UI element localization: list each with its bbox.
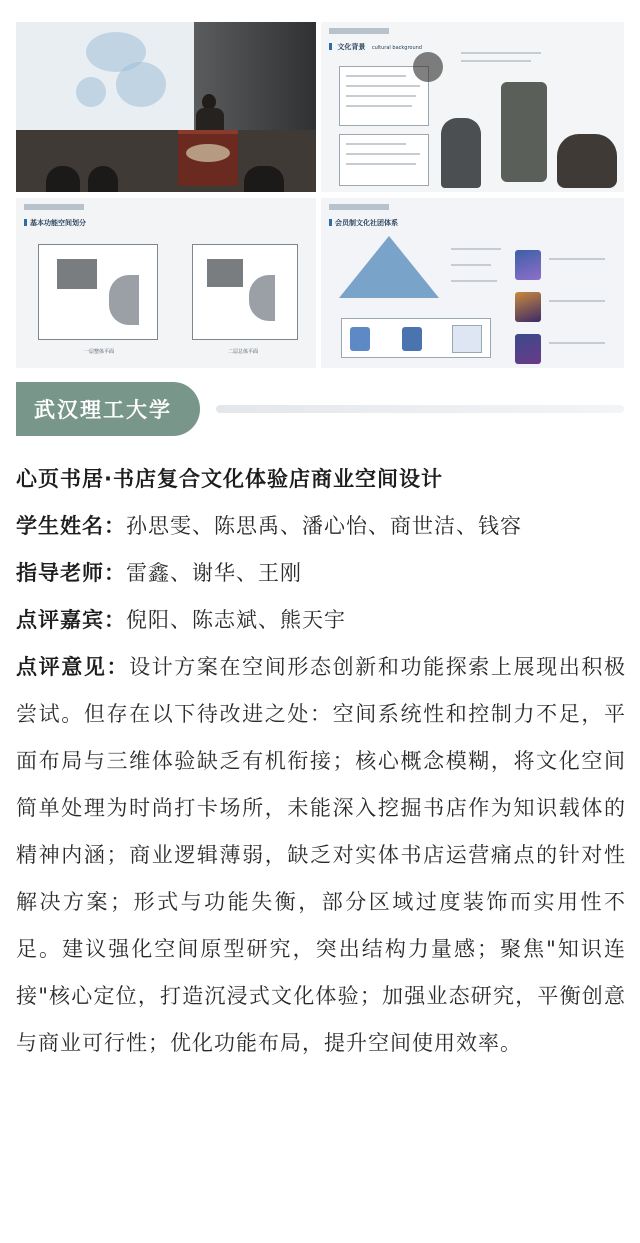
audience-member (88, 166, 118, 192)
judges-row (16, 597, 626, 644)
audience-member (46, 166, 80, 192)
text-block (339, 134, 429, 186)
app-screens (341, 318, 491, 358)
podium-emblem (186, 144, 230, 162)
slide-title: 基本功能空间划分 (24, 218, 86, 228)
advisors-value: 雷鑫、谢华、王刚 (126, 561, 302, 585)
divider (216, 405, 624, 413)
advisors-row (16, 550, 626, 597)
lecture-photo[interactable] (16, 22, 316, 192)
floor-plan-1 (38, 244, 158, 340)
judges-value: 倪阳、陈志斌、熊天宇 (126, 608, 346, 632)
comment-label: 点评意见： (16, 655, 130, 679)
university-name: 武汉理工大学 (34, 398, 172, 422)
students-label: 学生姓名： (16, 514, 126, 538)
slide-title: 会员制文化社团体系 (329, 218, 398, 228)
activity-poster (515, 292, 541, 322)
project-title: 心页书居·书店复合文化体验店商业空间设计 (16, 467, 443, 491)
project-info (16, 456, 626, 1067)
floor-plan-2 (192, 244, 298, 340)
comment-value: 设计方案在空间形态创新和功能探索上展现出积极尝试。但存在以下待改进之处：空间系统性和控制力不足，平面布局与三维体验缺乏有机衔接；核心概念模糊，将文化空间简单处理为时尚打卡场所，未能深入挖掘书店作为知识载体的精神内涵；商业逻辑薄弱，缺乏对实体书店运营痛点的针对性解决方案；形式与功能失衡，部分区域过度装饰而实用性不足。建议强化空间原型研究，突出结构力量感；聚焦"知识连接"核心定位，打造沉浸式文化体验；加强业态研究，平衡创意与商业可行性；优化功能布局，提升空间使用效率。 (16, 655, 626, 1055)
university-banner (16, 382, 200, 436)
audience-member (244, 166, 284, 192)
advisors-label: 指导老师： (16, 561, 126, 585)
activity-poster (515, 334, 541, 364)
image-gallery (16, 22, 624, 368)
bronze-beast (557, 134, 617, 188)
bronze-mask (501, 82, 547, 182)
students-value: 孙思雯、陈思禹、潘心怡、商世洁、钱容 (126, 514, 522, 538)
slide-floor-plan[interactable]: 基本功能空间划分 一层整体平面 二层总体平面 (16, 198, 316, 368)
comment-paragraph (16, 644, 626, 1067)
calligraphy-mark (413, 52, 443, 82)
judges-label: 点评嘉宾： (16, 608, 126, 632)
slide-title: 文化背景 cultural background (329, 42, 422, 52)
students-row (16, 503, 626, 550)
activity-poster (515, 250, 541, 280)
slide-cultural-background[interactable] (321, 22, 624, 192)
bronze-figure (441, 118, 481, 188)
slide-membership[interactable] (321, 198, 624, 368)
projection-screen (16, 22, 194, 130)
membership-pyramid (339, 236, 439, 298)
